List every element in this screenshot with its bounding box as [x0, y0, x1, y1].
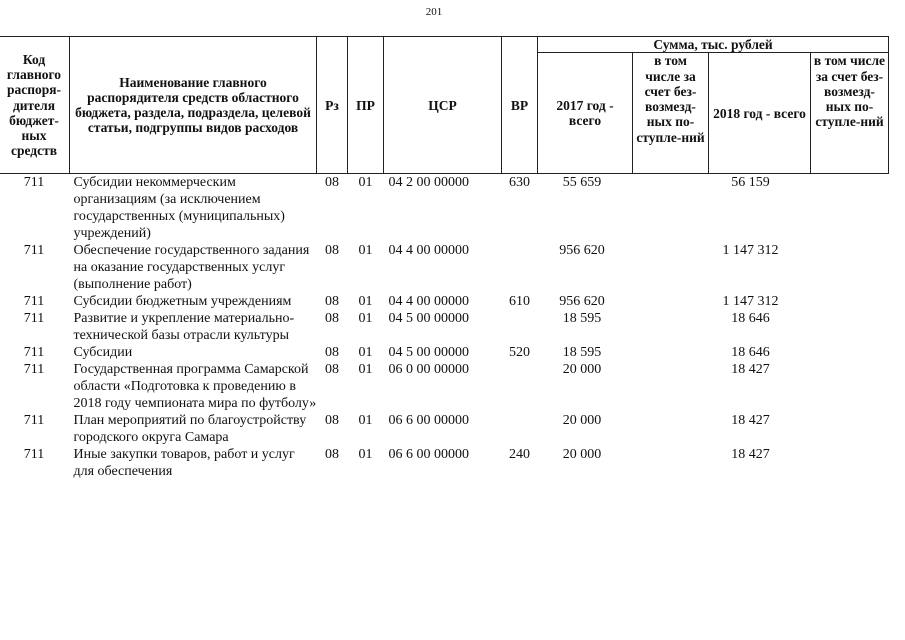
row-vr	[502, 242, 538, 293]
row-vr: 630	[509, 175, 530, 191]
row-name: Субсидии бюджетным учреждениям	[73, 294, 292, 310]
row-code: 711	[23, 311, 45, 327]
row-rz: 08	[325, 345, 339, 361]
row-name: План мероприятий по благоустройству городского округа Самара	[73, 413, 307, 446]
row-code: 711	[23, 345, 45, 361]
row-rz: 08	[325, 243, 339, 259]
row-csr: 06 0 00 00000	[388, 362, 469, 378]
row-rz: 08	[325, 413, 339, 429]
row-csr: 04 5 00 00000	[388, 311, 469, 327]
row-2017-total: 18 595	[562, 311, 602, 327]
row-code: 711	[23, 447, 45, 463]
row-2018-free-receipts	[811, 174, 889, 243]
row-pr: 01	[358, 447, 373, 463]
row-2017-free-receipts	[633, 361, 709, 412]
row-2017-free-receipts	[633, 242, 709, 293]
row-2017-free-receipts	[633, 412, 709, 446]
table-row	[0, 344, 889, 361]
row-2017-total: 956 620	[559, 294, 605, 310]
row-2018-free-receipts	[811, 242, 889, 293]
row-name: Государственная программа Самарской области «Подготовка к проведению в 2018 году чемпионата мира по футболу»	[73, 362, 317, 412]
row-name: Обеспечение государственного задания на оказание государственных услуг (выполнение работ)	[73, 243, 310, 293]
header-2017-total: 2017 год - всего	[538, 53, 633, 174]
header-2018-total: 2018 год - всего	[709, 53, 811, 174]
row-vr: 520	[509, 345, 530, 361]
row-vr	[502, 310, 538, 344]
row-pr: 01	[358, 294, 373, 310]
row-csr: 06 6 00 00000	[388, 413, 469, 429]
row-name: Субсидии	[73, 345, 133, 361]
row-2017-total: 20 000	[562, 447, 602, 463]
header-pr: ПР	[348, 37, 384, 174]
header-code: Код главного распоря-дителя бюджет-ных средств	[0, 37, 70, 174]
table-row	[0, 310, 889, 344]
row-pr: 01	[358, 175, 373, 191]
row-2017-total: 55 659	[562, 175, 602, 191]
row-name: Субсидии некоммерческим организациям (за исключением государственных (муниципальных) учреждений)	[73, 175, 285, 242]
row-2018-total: 1 147 312	[722, 294, 779, 310]
row-2017-total: 956 620	[559, 243, 605, 259]
row-2018-total: 18 646	[731, 311, 770, 327]
row-vr	[502, 361, 538, 412]
header-vr: ВР	[502, 37, 538, 174]
row-name: Развитие и укрепление материально-технической базы отрасли культуры	[73, 311, 295, 344]
table-header	[0, 37, 889, 174]
row-2018-total: 18 427	[731, 447, 770, 463]
row-name: Иные закупки товаров, работ и услуг для обеспечения	[73, 447, 295, 480]
header-csr: ЦСР	[384, 37, 502, 174]
header-sum-title: Сумма, тыс. рублей	[538, 37, 889, 53]
row-code: 711	[23, 175, 45, 191]
header-name: Наименование главного распорядителя средств областного бюджета, раздела, подраздела, целевой статьи, подгруппы видов расходов	[70, 37, 317, 174]
row-pr: 01	[358, 311, 373, 327]
row-pr: 01	[358, 243, 373, 259]
row-2017-free-receipts	[633, 293, 709, 310]
row-pr: 01	[358, 345, 373, 361]
row-csr: 06 6 00 00000	[388, 447, 469, 463]
row-2017-free-receipts	[633, 174, 709, 243]
header-2018-free-receipts: в том числе за счет без-возмезд-ных по-ступле-ний	[811, 53, 889, 174]
page-number: 201	[425, 6, 443, 18]
row-code: 711	[23, 243, 45, 259]
row-vr: 610	[509, 294, 530, 310]
row-2018-free-receipts	[811, 361, 889, 412]
row-code: 711	[23, 362, 45, 378]
row-2017-total: 20 000	[562, 413, 602, 429]
row-2018-total: 18 427	[731, 413, 770, 429]
row-code: 711	[23, 294, 45, 310]
row-2017-free-receipts	[633, 310, 709, 344]
row-csr: 04 5 00 00000	[388, 345, 469, 361]
row-vr: 240	[509, 447, 530, 463]
header-2017-free-receipts: в том числе за счет без-возмезд-ных по-ступле-ний	[633, 53, 709, 174]
table-row	[0, 174, 889, 243]
row-2017-total: 18 595	[562, 345, 602, 361]
row-2018-free-receipts	[811, 412, 889, 446]
row-rz: 08	[325, 311, 339, 327]
budget-table	[0, 36, 889, 480]
row-rz: 08	[325, 362, 339, 378]
row-pr: 01	[358, 413, 373, 429]
row-2017-free-receipts	[633, 344, 709, 361]
row-csr: 04 2 00 00000	[388, 175, 469, 191]
row-2018-free-receipts	[811, 310, 889, 344]
row-pr: 01	[358, 362, 373, 378]
table-body	[0, 174, 889, 481]
table-row	[0, 412, 889, 446]
row-2018-total: 18 646	[731, 345, 770, 361]
table-row	[0, 446, 889, 480]
row-2017-free-receipts	[633, 446, 709, 480]
row-rz: 08	[325, 175, 339, 191]
row-csr: 04 4 00 00000	[388, 294, 469, 310]
row-2018-free-receipts	[811, 446, 889, 480]
row-rz: 08	[325, 294, 339, 310]
table-row	[0, 242, 889, 293]
row-vr	[502, 412, 538, 446]
row-code: 711	[23, 413, 45, 429]
table-row	[0, 361, 889, 412]
row-2017-total: 20 000	[562, 362, 602, 378]
row-csr: 04 4 00 00000	[388, 243, 469, 259]
table-row	[0, 293, 889, 310]
row-2018-free-receipts	[811, 293, 889, 310]
row-2018-free-receipts	[811, 344, 889, 361]
row-rz: 08	[325, 447, 339, 463]
row-2018-total: 1 147 312	[722, 243, 779, 259]
header-rz: Рз	[317, 37, 348, 174]
row-2018-total: 18 427	[731, 362, 770, 378]
row-2018-total: 56 159	[731, 175, 770, 191]
